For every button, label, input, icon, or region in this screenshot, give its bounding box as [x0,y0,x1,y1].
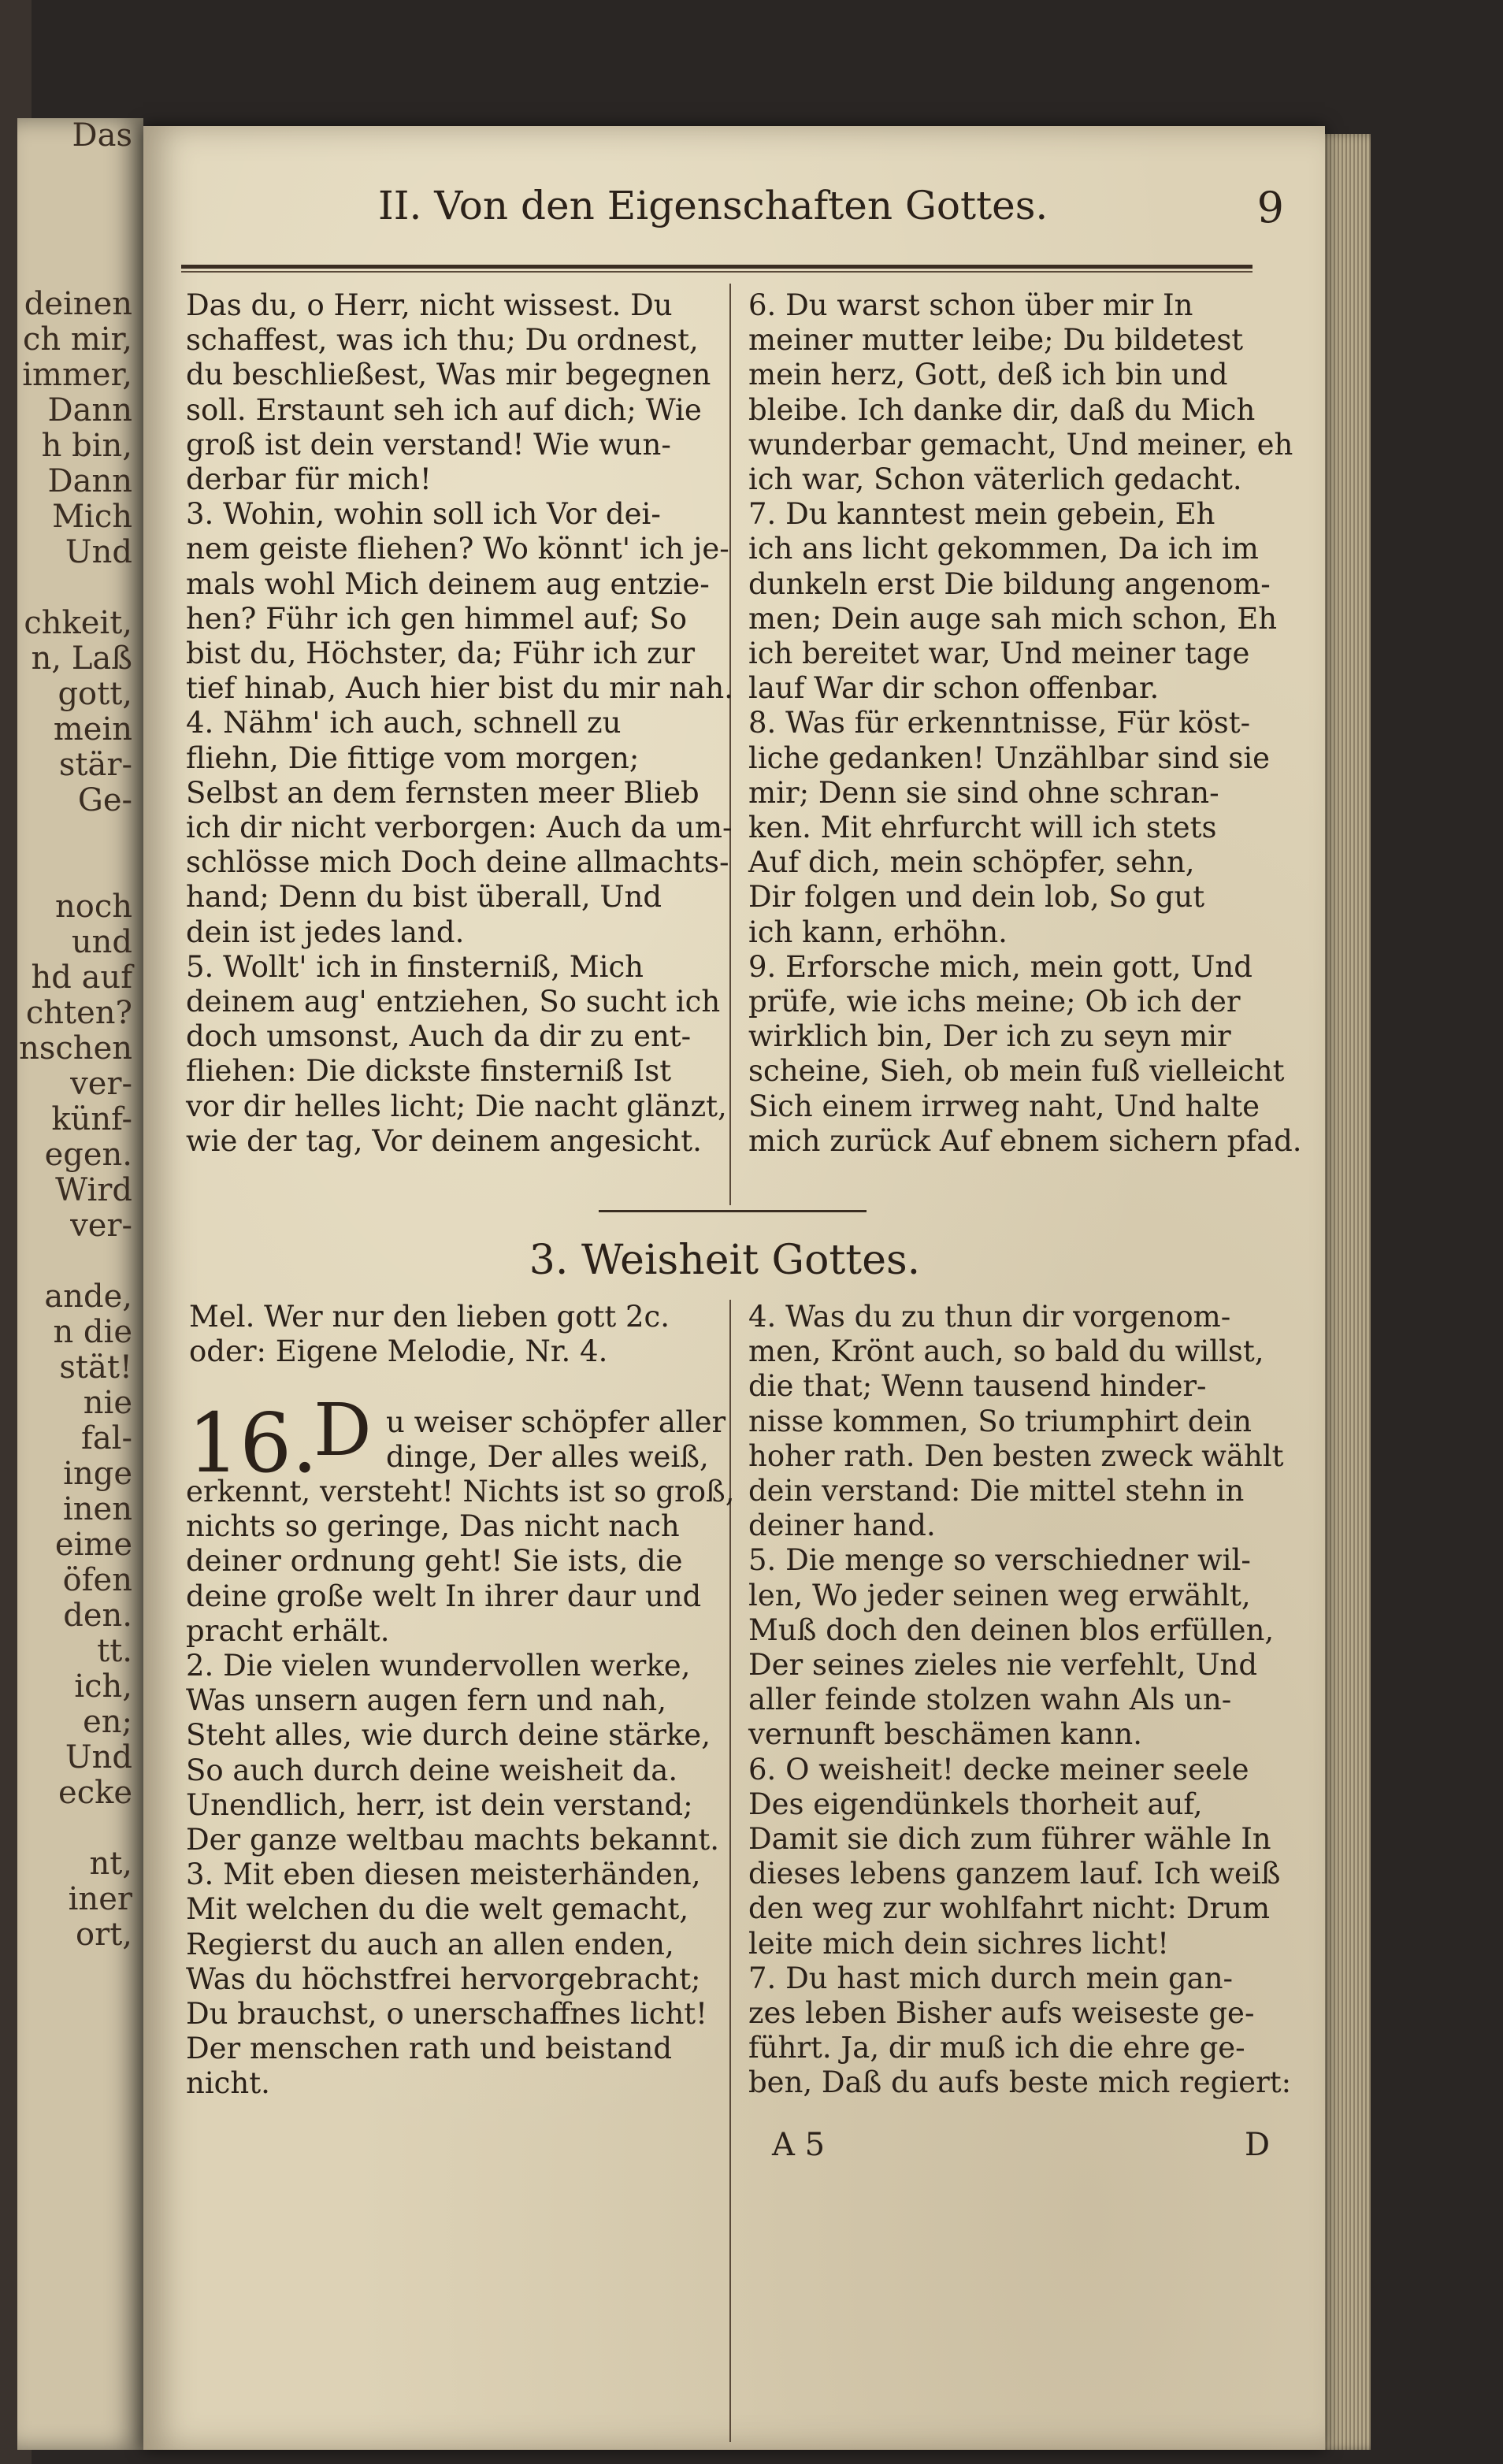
upper-right-column [748,288,1302,1159]
prev-page-fragment: n, Laß [31,640,132,677]
text-line: 9. Erforsche mich, mein gott, Und [748,949,1252,984]
text-line: 6. Du warst schon über mir In [748,288,1193,322]
prev-page-fragment: noch [54,889,132,925]
text-line: Auf dich, mein schöpfer, sehn, [748,845,1195,880]
previous-page-edge [17,118,143,2450]
prev-page-fragment: ver- [70,1066,132,1102]
melody-line: oder: Eigene Melodie, Nr. 4. [189,1334,608,1368]
header-rule-thin [181,271,1252,273]
page-number: 9 [1256,183,1284,232]
text-line: fliehen: Die dickste finsterniß Ist [186,1054,672,1089]
text-line: zes leben Bisher aufs weiseste ge- [748,1996,1255,2031]
text-line: 3. Mit eben diesen meisterhänden, [186,1857,701,1892]
hymn-first-lines [386,1405,726,1475]
text-line: wunderbar gemacht, Und meiner, eh [748,427,1293,462]
prev-page-fragment: nschen [19,1030,132,1067]
text-line: Du brauchst, o unerschaffnes licht! [186,1997,708,2032]
prev-page-fragment: den. [63,1598,132,1634]
prev-page-fragment: Und [65,1739,132,1776]
prev-page-fragment: en; [83,1704,132,1740]
text-line: schaffest, was ich thu; Du ordnest, [186,323,699,358]
text-line: erkennt, versteht! Nichts ist so groß, [186,1475,735,1508]
text-line: derbar für mich! [186,462,432,497]
prev-page-fragment: und [71,924,132,960]
text-line: Dir folgen und dein lob, So gut [748,880,1205,915]
prev-page-fragment: Ge- [77,782,132,818]
text-line: dinge, Der alles weiß, [386,1440,709,1475]
prev-page-fragment: ich, [74,1668,132,1705]
prev-page-fragment: egen. [44,1137,132,1173]
text-line: du beschließest, Was mir begegnen [186,358,711,392]
text-line: doch umsonst, Auch da dir zu ent- [186,1019,692,1054]
text-line: vernunft beschämen kann. [748,1717,1142,1752]
text-line: lauf War dir schon offenbar. [748,671,1160,706]
signature-mark: A 5 [772,2127,826,2163]
melody-note [189,1300,670,1369]
text-line: mich zurück Auf ebnem sichern pfad. [748,1123,1302,1158]
text-line: führt. Ja, dir muß ich die ehre ge- [748,2031,1245,2065]
text-line: den weg zur wohlfahrt nicht: Drum [748,1891,1271,1926]
text-line: deinem aug' entziehen, So sucht ich [186,985,721,1019]
text-line: 4. Was du zu thun dir vorgenom- [748,1300,1231,1334]
text-line: So auch durch deine weisheit da. [186,1753,678,1787]
text-line: wie der tag, Vor deinem angesicht. [186,1123,702,1158]
text-line: deiner hand. [748,1508,936,1543]
text-line: dunkeln erst Die bildung angenom- [748,566,1271,601]
prev-page-fragment: inge [63,1456,132,1492]
text-line: len, Wo jeder seinen weg erwählt, [748,1578,1251,1612]
prev-page-fragment: iner [68,1881,132,1917]
lower-left-column [186,1475,735,2102]
header-rule [181,265,1252,269]
text-line: men, Krönt auch, so bald du willst, [748,1334,1264,1369]
text-line: 5. Die menge so verschiedner wil- [748,1543,1251,1578]
text-line: Der seines zieles nie verfehlt, Und [748,1648,1258,1683]
prev-page-fragment: Dann [47,463,132,499]
text-line: ich ans licht gekommen, Da ich im [748,532,1259,566]
prev-page-fragment: fal- [81,1420,132,1457]
text-line: 7. Du kanntest mein gebein, Eh [748,497,1215,532]
text-line: Des eigendünkels thorheit auf, [748,1787,1203,1821]
text-line: deiner ordnung geht! Sie ists, die [186,1544,683,1579]
catchword: D [1245,2127,1271,2163]
prev-page-fragment: gott, [58,676,132,712]
prev-page-fragment: ver- [70,1208,132,1244]
text-line: pracht erhält. [186,1613,390,1648]
prev-page-fragment: öfen [62,1562,132,1598]
prev-page-fragment: Dann [47,392,132,429]
text-line: 7. Du hast mich durch mein gan- [748,1961,1234,1995]
hymn-number: 16. [187,1395,318,1491]
section-title: 3. Weisheit Gottes. [529,1237,921,1284]
upper-left-column [186,288,733,1159]
text-line: deine große welt In ihrer daur und [186,1579,702,1613]
text-line: hoher rath. Den besten zweck wählt [748,1438,1284,1473]
prev-page-fragment: nie [83,1385,132,1421]
text-line: Der ganze weltbau machts bekannt. [186,1823,720,1857]
section-rule [599,1210,867,1212]
prev-page-fragment: immer, [22,357,132,393]
prev-page-fragment: ch mir, [22,321,132,358]
text-line: Damit sie dich zum führer wähle In [748,1822,1271,1857]
text-line: scheine, Sieh, ob mein fuß vielleicht [748,1054,1285,1089]
text-line: prüfe, wie ichs meine; Ob ich der [748,985,1241,1019]
text-line: nisse kommen, So triumphirt dein [748,1404,1252,1438]
text-line: bleibe. Ich danke dir, daß du Mich [748,392,1256,427]
text-line: tief hinab, Auch hier bist du mir nah. [186,671,733,706]
text-line: 3. Wohin, wohin soll ich Vor dei- [186,497,661,532]
text-line: nichts so geringe, Das nicht nach [186,1509,680,1544]
prev-page-fragment: deinen [24,286,132,322]
text-line: Selbst an dem fernsten meer Blieb [186,775,700,810]
text-line: groß ist dein verstand! Wie wun- [186,427,671,462]
drop-cap: D [314,1388,372,1472]
prev-page-fragment: künf- [51,1101,132,1137]
prev-page-fragment: stär- [58,747,132,783]
text-line: nicht. [186,2066,270,2101]
text-line: dein ist jedes land. [186,915,465,949]
prev-page-fragment: tt. [97,1633,132,1669]
prev-page-fragment: Und [65,534,132,570]
text-line: Mit welchen du die welt gemacht, [186,1892,689,1927]
prev-page-fragment: mein [53,711,132,748]
text-line: Das du, o Herr, nicht wissest. Du [186,288,673,322]
text-line: bist du, Höchster, da; Führ ich zur [186,636,696,671]
melody-line: Mel. Wer nur den lieben gott 2c. [189,1300,670,1334]
prev-page-fragment: ort, [76,1917,132,1953]
prev-page-fragment: ecke [58,1775,132,1811]
running-head-title: II. Von den Eigenschaften Gottes. [378,183,1048,228]
text-line: 4. Nähm' ich auch, schnell zu [186,706,622,740]
text-line: 2. Die vielen wundervollen werke, [186,1649,691,1683]
text-line: Was du höchstfrei hervorgebracht; [186,1961,701,1996]
text-line: schlösse mich Doch deine allmachts- [186,845,729,880]
text-line: vor dir helles licht; Die nacht glänzt, [186,1089,727,1123]
text-line: ken. Mit ehrfurcht will ich stets [748,811,1217,845]
prev-page-fragment: inen [63,1491,132,1527]
text-line: dein verstand: Die mittel stehn in [748,1474,1245,1508]
text-line: ich dir nicht verborgen: Auch da um- [186,811,733,845]
text-line: fliehn, Die fittige vom morgen; [186,740,640,775]
prev-page-fragment: Das [72,118,132,154]
prev-page-fragment: ande, [44,1278,132,1315]
text-line: ich bereitet war, Und meiner tage [748,636,1250,671]
text-line: leite mich dein sichres licht! [748,1926,1169,1961]
lower-right-column [748,1300,1291,2101]
text-line: hen? Führ ich gen himmel auf; So [186,601,688,636]
prev-page-fragment: eime [54,1527,132,1563]
text-line: Muß doch den deinen blos erfüllen, [748,1612,1275,1647]
prev-page-fragment: hd auf [31,959,132,996]
text-line: Unendlich, herr, ist dein verstand; [186,1787,693,1822]
prev-page-fragment: nt, [89,1846,132,1882]
text-line: wirklich bin, Der ich zu seyn mir [748,1019,1231,1054]
text-line: hand; Denn du bist überall, Und [186,880,662,915]
text-line: ich kann, erhöhn. [748,915,1008,949]
prev-page-fragment: n die [53,1314,132,1350]
prev-page-fragment: h bin, [41,428,132,464]
text-line: mals wohl Mich deinem aug entzie- [186,566,710,601]
running-head [244,183,1284,238]
text-line: nem geiste fliehen? Wo könnt' ich je- [186,532,729,566]
text-line: ich war, Schon väterlich gedacht. [748,462,1242,497]
text-line: 6. O weisheit! decke meiner seele [748,1752,1249,1787]
text-line: die that; Wenn tausend hinder- [748,1369,1207,1404]
text-line: mein herz, Gott, deß ich bin und [748,358,1228,392]
text-line: dieses lebens ganzem lauf. Ich weiß [748,1857,1281,1891]
text-line: Sich einem irrweg naht, Und halte [748,1089,1260,1123]
text-line: aller feinde stolzen wahn Als un- [748,1683,1232,1717]
text-line: Steht alles, wie durch deine stärke, [186,1718,711,1753]
text-line: ben, Daß du aufs beste mich regiert: [748,2065,1292,2100]
text-line: meiner mutter leibe; Du bildetest [748,323,1244,358]
prev-page-fragment: Wird [55,1172,132,1208]
prev-page-fragment: chten? [25,995,132,1031]
text-line: mir; Denn sie sind ohne schran- [748,775,1219,810]
text-line: 8. Was für erkenntnisse, Für köst- [748,706,1251,740]
text-line: liche gedanken! Unzählbar sind sie [748,740,1271,775]
prev-page-fragment: stät! [59,1349,132,1386]
prev-page-fragment: Mich [52,499,132,535]
text-line: u weiser schöpfer aller [386,1405,726,1439]
text-line: Regierst du auch an allen enden, [186,1927,674,1961]
text-line: Der menschen rath und beistand [186,2032,673,2066]
text-line: soll. Erstaunt seh ich auf dich; Wie [186,392,702,427]
text-line: 5. Wollt' ich in finsterniß, Mich [186,949,644,984]
text-line: Was unsern augen fern und nah, [186,1683,666,1718]
prev-page-fragment: chkeit, [24,605,132,641]
text-line: men; Dein auge sah mich schon, Eh [748,601,1278,636]
